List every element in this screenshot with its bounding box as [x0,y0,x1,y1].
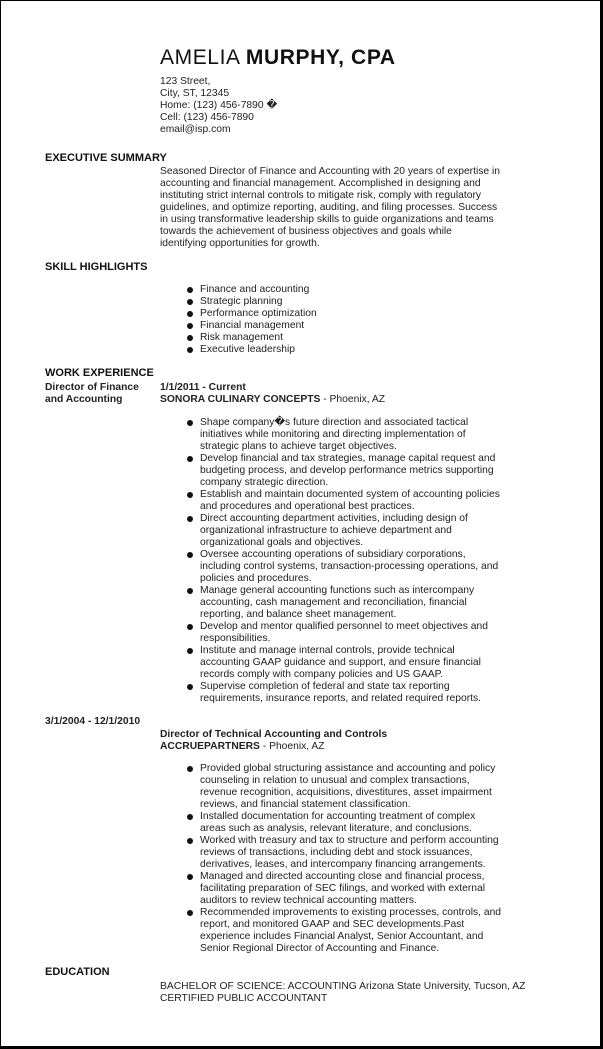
job1-bullet: Direct accounting department activities, including design of organizational infrastructure to achieve department and organizational goals and objectives. [160,513,590,549]
job2-title: Director of Technical Accounting and Controls [160,729,388,740]
contact-line: Cell: (123) 456-7890 [160,112,254,123]
job2-meta [160,729,580,753]
summary-line: guidelines, and optimize reporting, auditing, and filing processes. Success [160,202,498,213]
section-heading-summary: EXECUTIVE SUMMARY [45,152,167,164]
education-school: Arizona State University, Tucson, AZ [356,981,526,992]
summary-line: accounting and financial management. Accomplished in designing and [160,178,481,189]
job2-bullet: Provided global structuring assistance and accounting and policy counseling in relation to unusual and complex transactions, revenue recognition, acquisitions, divestitures, asset impairment reviews, and financial statement classification. [160,763,590,811]
candidate-name [160,45,396,71]
summary-line: in using transformative leadership skills to guide organizations and teams [160,214,494,225]
job1-bullet: Establish and maintain documented system of accounting policies and procedures and operational best practices. [160,489,590,513]
summary-paragraph [160,166,560,250]
summary-line: identifying opportunities for growth. [160,238,320,249]
job1-title [45,382,155,406]
skill-item: Performance optimization [160,308,560,320]
section-heading-education: EDUCATION [45,966,110,978]
job1-location: - Phoenix, AZ [320,394,386,405]
last-name: MURPHY, CPA [245,46,396,69]
job1-bullet: Supervise completion of federal and state tax reporting requirements, insurance reports, and related required reports. [160,681,590,705]
summary-line: Seasoned Director of Finance and Accounting with 20 years of expertise in [160,166,500,177]
skill-item: Financial management [160,320,560,332]
summary-line: towards the achievement of business objectives and goals while [160,226,452,237]
section-heading-experience: WORK EXPERIENCE [45,367,154,379]
job1-title-line: and Accounting [45,394,123,405]
contact-line[interactable]: email@isp.com [160,124,231,135]
education-certification: CERTIFIED PUBLIC ACCOUNTANT [160,993,328,1004]
education-degree: BACHELOR OF SCIENCE: ACCOUNTING [160,981,357,992]
job2-bullets [160,763,590,955]
job2-bullet: Worked with treasury and tax to structure and perform accounting reviews of transactions, including debt and stock issuances, derivatives, leases, and intercompany financing arrangements. [160,835,590,871]
job1-bullet: Shape company�s future direction and associated tactical initiatives while monitoring and directing implementation of strategic plans to achieve target objectives. [160,417,590,453]
job2-company: ACCRUEPARTNERS [160,741,260,752]
contact-line: 123 Street, [160,76,211,87]
first-name: AMELIA [160,46,240,69]
job1-dates: 1/1/2011 - Current [160,382,246,393]
job1-meta [160,382,580,406]
contact-line: Home: (123) 456-7890 � [160,100,278,111]
job1-company: SONORA CULINARY CONCEPTS [160,394,321,405]
summary-line: instituting strict internal controls to mitigate risk, comply with regulatory [160,190,482,201]
contact-info [160,76,460,136]
skill-item: Risk management [160,332,560,344]
job2-location: - Phoenix, AZ [259,741,325,752]
contact-line: City, ST, 12345 [160,88,230,99]
job1-bullet: Develop financial and tax strategies, manage capital request and budgeting process, and develop performance metrics supporting company strategic direction. [160,453,590,489]
skill-item: Finance and accounting [160,284,560,296]
skills-list [160,284,560,356]
skill-item: Executive leadership [160,344,560,356]
job1-bullets [160,417,590,705]
job1-title-line: Director of Finance [45,382,139,393]
job1-bullet: Institute and manage internal controls, provide technical accounting GAAP guidance and support, and ensure financial records comply with company policies and US GAAP. [160,645,590,681]
skill-item: Strategic planning [160,296,560,308]
job2-bullet: Managed and directed accounting close and financial process, facilitating preparation of SEC filings, and worked with external auditors to review technical accounting matters. [160,871,590,907]
job2-bullet: Installed documentation for accounting treatment of complex areas such as analysis, relevant literature, and conclusions. [160,811,590,835]
job2-dates: 3/1/2004 - 12/1/2010 [45,716,141,727]
job1-bullet: Develop and mentor qualified personnel to meet objectives and responsibilities. [160,621,590,645]
job1-bullet: Oversee accounting operations of subsidiary corporations, including control systems, transaction-processing operations, and policies and procedures. [160,549,590,585]
job2-bullet: Recommended improvements to existing processes, controls, and report, and monitored GAAP and SEC developments.Past experience includes Financial Analyst, Senior Accountant, and Senior Regional Director of Accounting and Finance. [160,907,590,955]
education-block [160,981,580,1005]
job1-bullet: Manage general accounting functions such as intercompany accounting, cash management and reconciliation, financial reporting, and balance sheet management. [160,585,590,621]
section-heading-skills: SKILL HIGHLIGHTS [45,261,148,273]
